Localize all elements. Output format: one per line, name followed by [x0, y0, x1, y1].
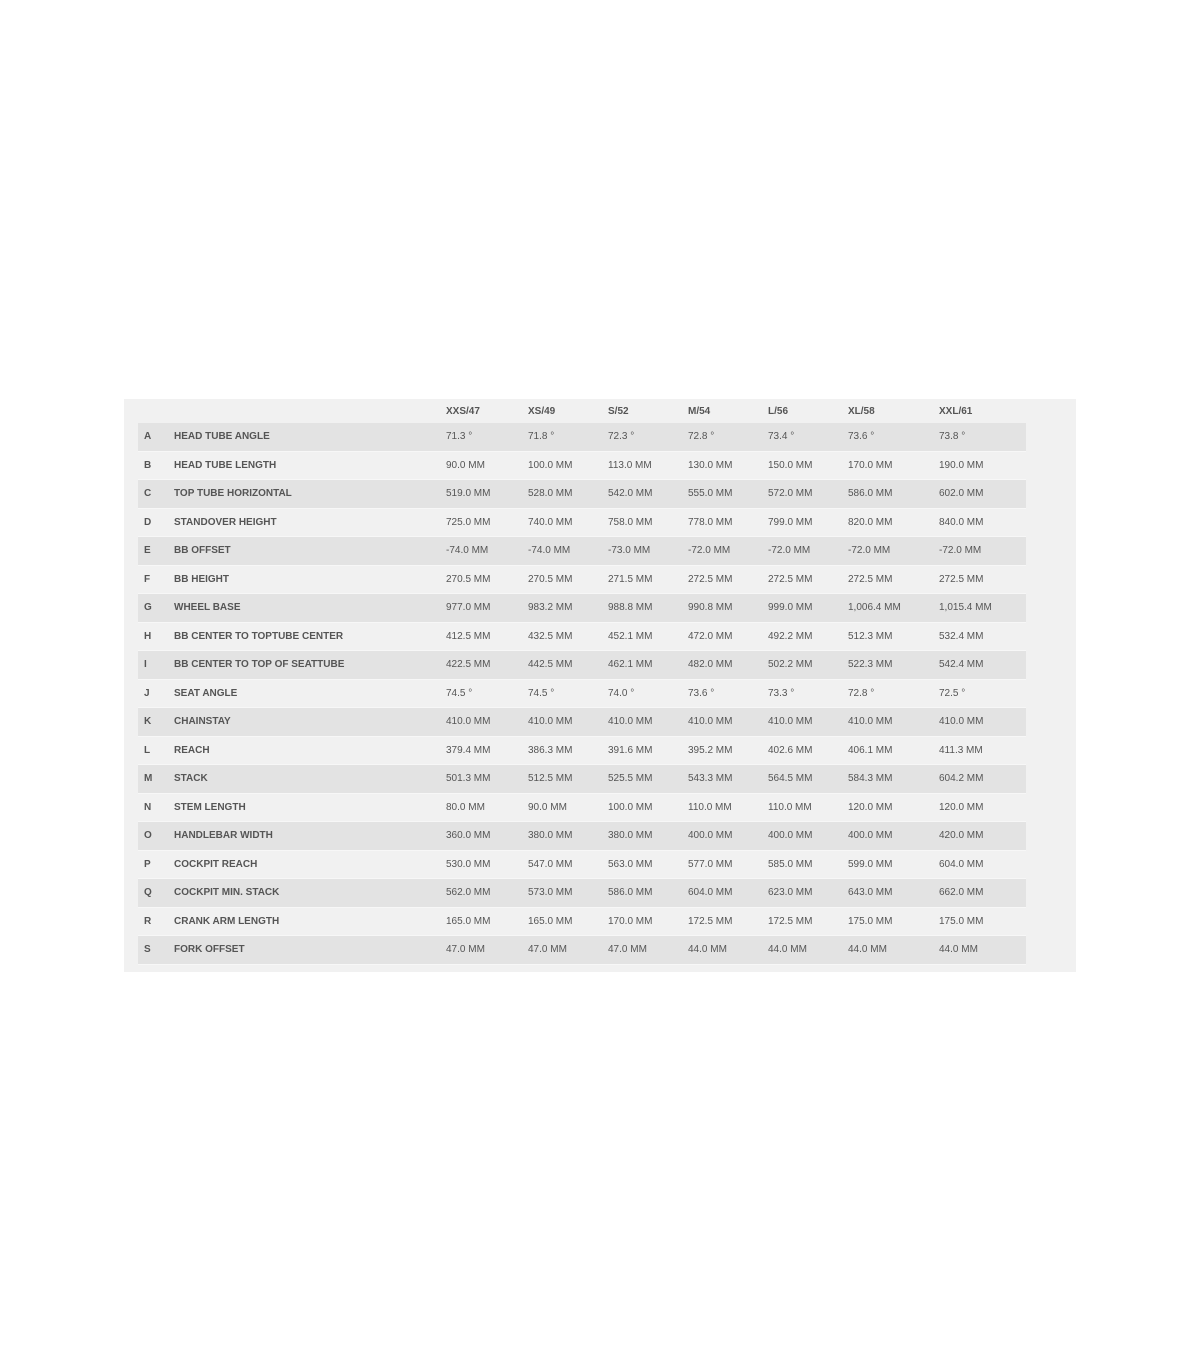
value-cell: 840.0 MM — [939, 516, 984, 528]
value-cell: 190.0 MM — [939, 459, 984, 471]
value-cell: 271.5 MM — [608, 573, 653, 585]
value-cell: 165.0 MM — [446, 915, 491, 927]
header-letter-cell — [138, 399, 174, 423]
value-cell: 740.0 MM — [528, 516, 573, 528]
row-letter: F — [144, 573, 151, 585]
table-row — [138, 423, 1026, 451]
value-cell: 400.0 MM — [848, 830, 893, 842]
column-header-size: M/54 — [688, 405, 711, 417]
value-cell: 380.0 MM — [528, 830, 573, 842]
row-label: REACH — [174, 744, 210, 756]
value-cell: 562.0 MM — [446, 887, 491, 899]
value-cell: 501.3 MM — [446, 773, 491, 785]
value-cell: 410.0 MM — [768, 716, 813, 728]
value-cell: 74.0 ° — [608, 687, 635, 699]
value-cell: 90.0 MM — [446, 459, 485, 471]
value-cell: 725.0 MM — [446, 516, 491, 528]
row-label: BB HEIGHT — [174, 573, 229, 585]
table-row — [138, 736, 1026, 765]
row-letter: E — [144, 545, 151, 557]
row-letter: Q — [144, 887, 152, 899]
value-cell: 72.8 ° — [848, 687, 875, 699]
row-label: STEM LENGTH — [174, 801, 246, 813]
value-cell: 442.5 MM — [528, 659, 573, 671]
row-label: FORK OFFSET — [174, 944, 245, 956]
value-cell: 990.8 MM — [688, 602, 733, 614]
table-row — [138, 936, 1026, 965]
value-cell: -74.0 MM — [528, 545, 571, 557]
geometry-table — [138, 399, 1026, 965]
value-cell: 172.5 MM — [768, 915, 813, 927]
row-label: CRANK ARM LENGTH — [174, 915, 280, 927]
value-cell: 977.0 MM — [446, 602, 491, 614]
value-cell: 410.0 MM — [608, 716, 653, 728]
value-cell: 758.0 MM — [608, 516, 653, 528]
value-cell: 778.0 MM — [688, 516, 733, 528]
table-row — [138, 822, 1026, 851]
value-cell: 272.5 MM — [848, 573, 893, 585]
row-letter: C — [144, 488, 152, 500]
table-row — [138, 622, 1026, 651]
row-letter: L — [144, 744, 151, 756]
value-cell: 120.0 MM — [848, 801, 893, 813]
value-cell: 519.0 MM — [446, 488, 491, 500]
value-cell: 72.8 ° — [688, 431, 715, 443]
value-cell: 1,015.4 MM — [939, 602, 992, 614]
value-cell: 74.5 ° — [528, 687, 555, 699]
value-cell: 573.0 MM — [528, 887, 573, 899]
value-cell: 525.5 MM — [608, 773, 653, 785]
table-row — [138, 907, 1026, 936]
value-cell: 170.0 MM — [608, 915, 653, 927]
value-cell: 113.0 MM — [608, 459, 652, 471]
value-cell: 379.4 MM — [446, 744, 491, 756]
value-cell: 44.0 MM — [848, 944, 887, 956]
value-cell: 410.0 MM — [848, 716, 893, 728]
value-cell: 402.6 MM — [768, 744, 813, 756]
row-label: TOP TUBE HORIZONTAL — [174, 488, 292, 500]
row-letter: P — [144, 858, 151, 870]
value-cell: 411.3 MM — [939, 744, 983, 756]
value-cell: 90.0 MM — [528, 801, 567, 813]
value-cell: 512.3 MM — [848, 630, 893, 642]
value-cell: 555.0 MM — [688, 488, 733, 500]
value-cell: 100.0 MM — [528, 459, 573, 471]
value-cell: 100.0 MM — [608, 801, 653, 813]
row-label: COCKPIT REACH — [174, 858, 258, 870]
value-cell: 395.2 MM — [688, 744, 733, 756]
column-header-size: XXL/61 — [939, 405, 973, 417]
row-letter: R — [144, 915, 152, 927]
value-cell: 604.0 MM — [688, 887, 733, 899]
value-cell: 472.0 MM — [688, 630, 733, 642]
value-cell: 420.0 MM — [939, 830, 984, 842]
row-label: HANDLEBAR WIDTH — [174, 830, 273, 842]
value-cell: 44.0 MM — [768, 944, 807, 956]
row-letter: H — [144, 630, 152, 642]
row-label: BB CENTER TO TOP OF SEATTUBE — [174, 659, 345, 671]
row-letter: K — [144, 716, 152, 728]
value-cell: 643.0 MM — [848, 887, 893, 899]
value-cell: 272.5 MM — [768, 573, 813, 585]
value-cell: 172.5 MM — [688, 915, 733, 927]
row-label: HEAD TUBE ANGLE — [174, 431, 270, 443]
value-cell: 502.2 MM — [768, 659, 813, 671]
value-cell: 577.0 MM — [688, 858, 733, 870]
table-row — [138, 594, 1026, 623]
row-letter: A — [144, 431, 152, 443]
value-cell: 530.0 MM — [446, 858, 491, 870]
row-label: CHAINSTAY — [174, 716, 231, 728]
value-cell: 380.0 MM — [608, 830, 653, 842]
value-cell: 386.3 MM — [528, 744, 573, 756]
row-letter: D — [144, 516, 152, 528]
value-cell: 585.0 MM — [768, 858, 813, 870]
row-letter: O — [144, 830, 152, 842]
value-cell: 572.0 MM — [768, 488, 813, 500]
value-cell: 528.0 MM — [528, 488, 573, 500]
row-letter: B — [144, 459, 152, 471]
row-label: SEAT ANGLE — [174, 687, 238, 699]
value-cell: -72.0 MM — [848, 545, 891, 557]
value-cell: 584.3 MM — [848, 773, 893, 785]
value-cell: 165.0 MM — [528, 915, 573, 927]
value-cell: 604.2 MM — [939, 773, 984, 785]
value-cell: 73.8 ° — [939, 431, 966, 443]
row-letter: G — [144, 602, 152, 614]
value-cell: 110.0 MM — [768, 801, 812, 813]
value-cell: 44.0 MM — [688, 944, 727, 956]
value-cell: 272.5 MM — [688, 573, 733, 585]
value-cell: 44.0 MM — [939, 944, 978, 956]
value-cell: 400.0 MM — [688, 830, 733, 842]
column-header-size: L/56 — [768, 405, 789, 417]
row-label: HEAD TUBE LENGTH — [174, 459, 277, 471]
value-cell: 72.3 ° — [608, 431, 635, 443]
value-cell: 492.2 MM — [768, 630, 813, 642]
value-cell: 410.0 MM — [688, 716, 733, 728]
column-header-size: XL/58 — [848, 405, 875, 417]
table-row — [138, 508, 1026, 537]
row-letter: S — [144, 944, 151, 956]
value-cell: 270.5 MM — [446, 573, 491, 585]
value-cell: 988.8 MM — [608, 602, 653, 614]
value-cell: 150.0 MM — [768, 459, 813, 471]
column-header-size: XXS/47 — [446, 405, 480, 417]
row-label: COCKPIT MIN. STACK — [174, 887, 280, 899]
value-cell: 272.5 MM — [939, 573, 984, 585]
value-cell: -73.0 MM — [608, 545, 651, 557]
value-cell: -72.0 MM — [939, 545, 982, 557]
value-cell: 175.0 MM — [848, 915, 893, 927]
value-cell: 410.0 MM — [528, 716, 573, 728]
table-row — [138, 651, 1026, 680]
value-cell: 412.5 MM — [446, 630, 491, 642]
value-cell: 406.1 MM — [848, 744, 893, 756]
value-cell: 462.1 MM — [608, 659, 653, 671]
value-cell: 564.5 MM — [768, 773, 813, 785]
value-cell: -74.0 MM — [446, 545, 489, 557]
table-row — [138, 565, 1026, 594]
value-cell: 452.1 MM — [608, 630, 653, 642]
value-cell: 512.5 MM — [528, 773, 573, 785]
value-cell: 120.0 MM — [939, 801, 984, 813]
value-cell: 170.0 MM — [848, 459, 893, 471]
value-cell: 47.0 MM — [446, 944, 485, 956]
value-cell: 47.0 MM — [528, 944, 567, 956]
value-cell: 72.5 ° — [939, 687, 966, 699]
value-cell: 73.6 ° — [688, 687, 715, 699]
value-cell: 586.0 MM — [848, 488, 893, 500]
value-cell: 410.0 MM — [939, 716, 984, 728]
value-cell: 623.0 MM — [768, 887, 813, 899]
value-cell: -72.0 MM — [768, 545, 811, 557]
value-cell: 175.0 MM — [939, 915, 984, 927]
table-row — [138, 850, 1026, 879]
value-cell: 360.0 MM — [446, 830, 491, 842]
geometry-table-body — [138, 423, 1026, 964]
value-cell: 47.0 MM — [608, 944, 647, 956]
row-letter: I — [144, 659, 147, 671]
value-cell: 130.0 MM — [688, 459, 733, 471]
value-cell: 563.0 MM — [608, 858, 653, 870]
table-row — [138, 879, 1026, 908]
header-row — [138, 399, 1026, 423]
table-row — [138, 793, 1026, 822]
value-cell: 999.0 MM — [768, 602, 813, 614]
value-cell: 602.0 MM — [939, 488, 984, 500]
value-cell: 110.0 MM — [688, 801, 732, 813]
value-cell: 532.4 MM — [939, 630, 984, 642]
table-row — [138, 679, 1026, 708]
row-label: BB OFFSET — [174, 545, 231, 557]
value-cell: 662.0 MM — [939, 887, 984, 899]
value-cell: 80.0 MM — [446, 801, 485, 813]
table-row — [138, 451, 1026, 480]
value-cell: 73.4 ° — [768, 431, 795, 443]
header-label-cell — [174, 399, 446, 423]
value-cell: 73.6 ° — [848, 431, 875, 443]
table-row — [138, 480, 1026, 509]
row-label: BB CENTER TO TOPTUBE CENTER — [174, 630, 344, 642]
value-cell: 410.0 MM — [446, 716, 491, 728]
value-cell: 522.3 MM — [848, 659, 893, 671]
value-cell: 73.3 ° — [768, 687, 795, 699]
table-row — [138, 537, 1026, 566]
table-row — [138, 765, 1026, 794]
value-cell: 391.6 MM — [608, 744, 653, 756]
value-cell: 74.5 ° — [446, 687, 473, 699]
row-letter: J — [144, 687, 150, 699]
value-cell: 543.3 MM — [688, 773, 733, 785]
value-cell: 71.3 ° — [446, 431, 473, 443]
value-cell: 1,006.4 MM — [848, 602, 901, 614]
row-letter: N — [144, 801, 152, 813]
value-cell: 71.8 ° — [528, 431, 555, 443]
value-cell: 422.5 MM — [446, 659, 491, 671]
table-row — [138, 708, 1026, 737]
value-cell: 542.0 MM — [608, 488, 653, 500]
value-cell: 820.0 MM — [848, 516, 893, 528]
row-label: WHEEL BASE — [174, 602, 241, 614]
value-cell: 482.0 MM — [688, 659, 733, 671]
value-cell: 799.0 MM — [768, 516, 813, 528]
column-header-size: XS/49 — [528, 405, 556, 417]
row-label: STANDOVER HEIGHT — [174, 516, 277, 528]
row-label: STACK — [174, 773, 208, 785]
value-cell: 542.4 MM — [939, 659, 984, 671]
value-cell: 400.0 MM — [768, 830, 813, 842]
value-cell: 432.5 MM — [528, 630, 573, 642]
column-header-size: S/52 — [608, 405, 629, 417]
value-cell: 547.0 MM — [528, 858, 573, 870]
value-cell: 983.2 MM — [528, 602, 573, 614]
value-cell: 270.5 MM — [528, 573, 573, 585]
value-cell: 599.0 MM — [848, 858, 893, 870]
row-letter: M — [144, 773, 153, 785]
value-cell: 586.0 MM — [608, 887, 653, 899]
geometry-panel — [124, 399, 1076, 972]
value-cell: -72.0 MM — [688, 545, 731, 557]
value-cell: 604.0 MM — [939, 858, 984, 870]
